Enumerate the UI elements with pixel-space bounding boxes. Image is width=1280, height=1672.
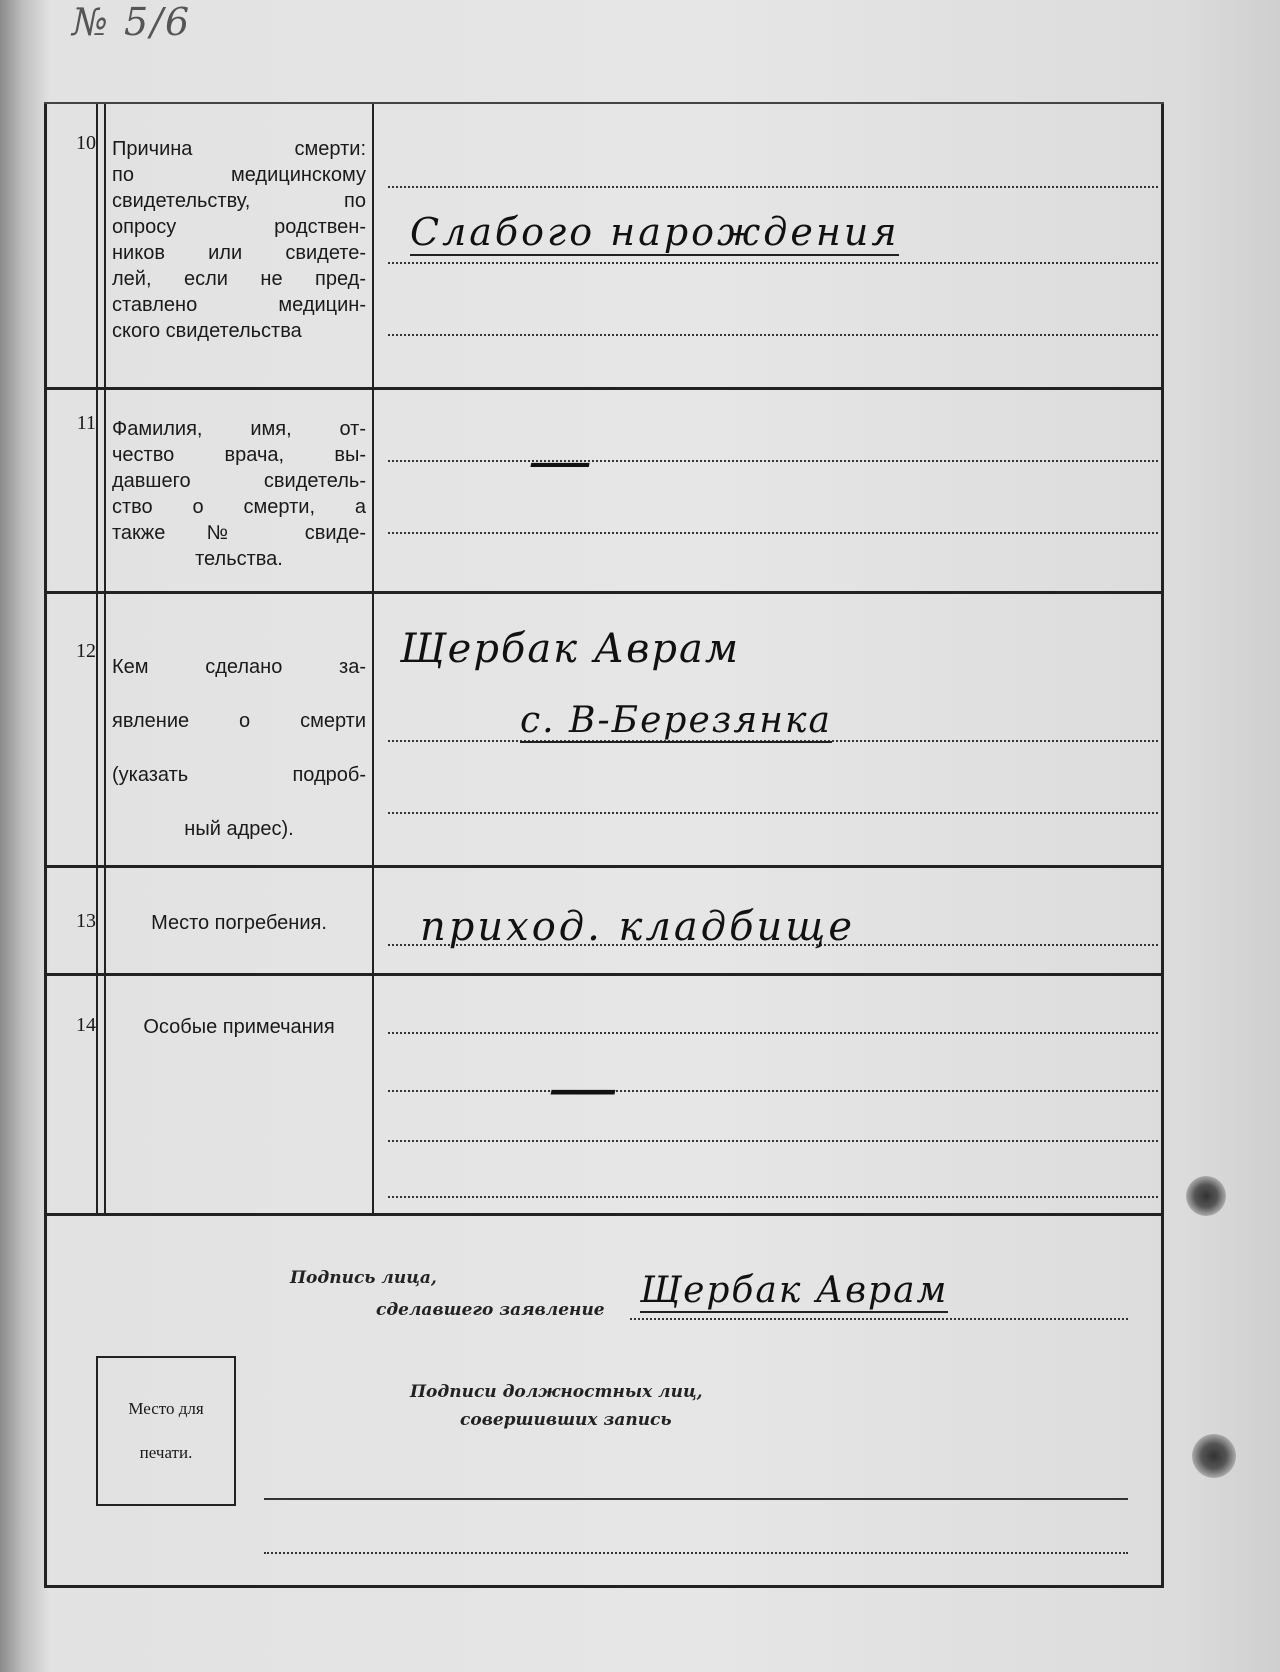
- official-signature-line: [264, 1498, 1128, 1500]
- dotted-line: [388, 262, 1158, 264]
- row-number: 12: [76, 640, 96, 662]
- handwritten-dash: —: [548, 1046, 618, 1128]
- dotted-line: [388, 532, 1158, 534]
- handwritten-cause-of-death: Слабого нарождения: [410, 210, 900, 254]
- row-number: 11: [76, 412, 96, 434]
- row-label: Место погребения.: [151, 912, 327, 934]
- seal-placeholder: Место для печати.: [96, 1356, 236, 1506]
- row-label: Кем сделано за- явление о смерти (указать подроб- ный адрес).: [112, 656, 366, 840]
- handwritten-burial-place: приход. кладбище: [420, 904, 855, 950]
- signature-dotted-line: [630, 1318, 1128, 1320]
- officials-label: Подписи должностных лиц,: [410, 1382, 703, 1402]
- punch-hole: [1186, 1176, 1226, 1216]
- dotted-line: [388, 812, 1158, 814]
- row-number: 10: [76, 132, 96, 154]
- dotted-line: [388, 1032, 1158, 1034]
- handwritten-declarant-address: с. В-Березянка: [520, 700, 832, 741]
- handwritten-declarant-name: Щербак Аврам: [400, 626, 740, 672]
- handwritten-dash: —: [528, 424, 592, 498]
- dotted-line: [388, 1196, 1158, 1198]
- dotted-line: [388, 460, 1158, 462]
- officials-label-2: совершивших запись: [460, 1410, 672, 1430]
- row-label: Причина смерти: по медицинскому свидетельству, по опросу родствен- ников или свидете- лей, если не пред- ставлено медицин- ского свидетельства: [112, 138, 366, 342]
- row-number: 14: [76, 1014, 96, 1036]
- signature-label: Подпись лица,: [290, 1268, 437, 1288]
- signature-label-2: сделавшего заявление: [376, 1300, 605, 1320]
- row-label: Особые примечания: [143, 1016, 335, 1038]
- punch-hole: [1192, 1434, 1236, 1478]
- row-number: 13: [76, 910, 96, 932]
- dotted-line: [388, 186, 1158, 188]
- dotted-line: [388, 1140, 1158, 1142]
- archive-number: № 5/6: [72, 0, 192, 44]
- row-label: Фамилия, имя, от- чество врача, вы- давшего свидетель- ство о смерти, а также № свиде- тельства.: [112, 418, 366, 570]
- dotted-line: [388, 334, 1158, 336]
- handwritten-signature: Щербак Аврам: [640, 1270, 949, 1311]
- official-signature-dotted-line: [264, 1552, 1128, 1554]
- dotted-line: [388, 1090, 1158, 1092]
